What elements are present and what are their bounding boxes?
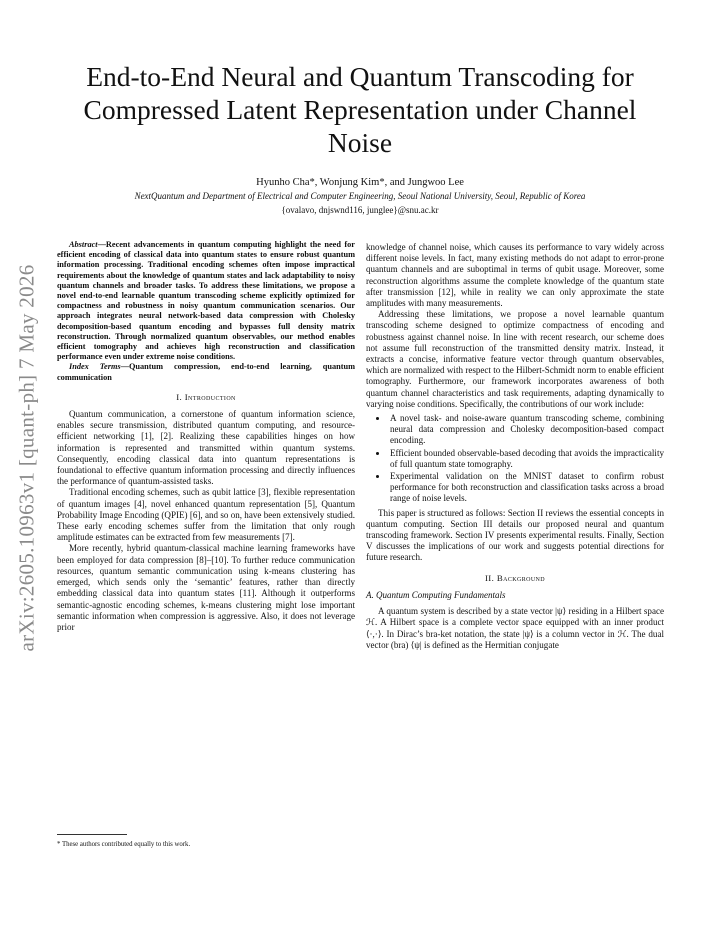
- subsection-heading: A. Quantum Computing Fundamentals: [366, 589, 506, 600]
- paragraph: Traditional encoding schemes, such as qubit lattice [3], flexible representation of quantum images [4], novel enhanced quantum representation [5], Quantum Probability Image Encoding (QPIE) [6], and so on, have been extensively studied. These early encoding schemes suffer from the limitation that only rough amplitude estimates can be extracted from few measurements [7].: [57, 487, 355, 543]
- list-item: • Experimental validation on the MNIST dataset to confirm robust performance for both reconstruction and classification tasks across a broad range of noise levels.: [388, 471, 664, 505]
- index-terms-lead: Index Terms: [69, 362, 121, 372]
- contribution-list: [366, 413, 664, 505]
- section-heading-introduction: I. Introduction: [176, 391, 236, 402]
- paragraph: This paper is structured as follows: Section II reviews the essential concepts in quantum computing. Section III details our proposed neural and quantum transcoding framework. Section IV presents experimental results. Finally, Section V discusses the implications of our work and suggests potential directions for future research.: [366, 507, 664, 563]
- index-terms: [57, 362, 355, 382]
- author-emails: {ovalavo, dnjswnd116, junglee}@snu.ac.kr: [281, 205, 439, 215]
- paragraph: More recently, hybrid quantum-classical machine learning frameworks have been employed for data compression [8]–[10]. To further reduce communication resources, quantum semantic communication using k-means clustering has emerged, which sends only the ‘semantic’ features, rather than directly embedding classical data into quantum states [11]. Although it outperforms semantic-agnostic encoding schemes, k-means clustering might lose important semantic information when compression is aggressive. Also, it does not leverage prior: [57, 543, 355, 632]
- index-terms-text: —Quantum compression, end-to-end learning, quantum communication: [57, 362, 356, 382]
- abstract: [57, 240, 355, 362]
- paragraph: A quantum system is described by a state vector |ψ⟩ residing in a Hilbert space ℋ. A Hilbert space is a complete vector space equipped with an inner product ⟨·,·⟩. In Dirac’s bra-ket notation, the state |ψ⟩ is a column vector in ℋ. The dual vector (bra) ⟨ψ| is defined as the Hermitian conjugate: [366, 606, 664, 650]
- paper-title: End-to-End Neural and Quantum Transcoding for Compressed Latent Representation under Channel Noise: [83, 61, 637, 158]
- paragraph: knowledge of channel noise, which causes its performance to vary widely across different noise levels. In fact, many existing methods do not adapt to error-prone quantum channels and are suboptimal in terms of qubit usage. Moreover, some reconstruction algorithms assume the complete knowledge of the quantum state after transmission [12], while in reality we can only approximate the state amplitudes with many measurements.: [366, 242, 664, 309]
- arxiv-identifier: arXiv:2605.10963v1 [quant-ph] 7 May 2026: [14, 264, 39, 652]
- abstract-lead: Abstract: [69, 240, 98, 249]
- footnote: * These authors contributed equally to this work.: [57, 841, 191, 848]
- footnote-rule: [57, 834, 127, 835]
- paragraph: Addressing these limitations, we propose a novel learnable quantum transcoding scheme designed to optimize compactness of encoding and robustness against channel noise. In line with recent research, our scheme does not assume full reconstruction of the transmitted density matrix. Instead, it extracts a concise, informative feature vector through quantum observables, which are normalized with respect to the Hilbert-Schmidt norm to enable efficient tomography. Furthermore, our framework incorporates awareness of both quantum channel characteristics and task requirements, adapting dynamically to varying noise conditions. Specifically, the contributions of our work include:: [366, 309, 664, 409]
- abstract-text: —Recent advancements in quantum computing highlight the need for efficient encoding of classical data into quantum states to ensure robust quantum information processing. Traditional encoding schemes often impose impractical requirements about the knowledge of quantum states and lack adaptability to noisy quantum channels and broader tasks. To address these limitations, we propose a novel end-to-end learnable quantum transcoding scheme explicitly optimized for compactness and robustness in noisy quantum communication scenarios. Our approach integrates neural network-based data compression with Cholesky decomposition-based quantum encoding and bypasses full density matrix reconstruction. Through normalized quantum observables, our method enables efficient tomography and achieves high reconstruction and classification performance even under extreme noise conditions.: [57, 240, 355, 362]
- arxiv-sidebar-stamp: [2, 248, 52, 668]
- author-list: Hyunho Cha*, Wonjung Kim*, and Jungwoo Lee: [256, 177, 464, 188]
- affiliation: NextQuantum and Department of Electrical and Computer Engineering, Seoul National University, Seoul, Republic of Korea: [134, 191, 586, 201]
- right-column: [366, 242, 664, 651]
- list-item: • Efficient bounded observable-based decoding that avoids the impracticality of full quantum state tomography.: [388, 448, 664, 470]
- list-item: • A novel task- and noise-aware quantum transcoding scheme, combining neural data compression and Cholesky decomposition-based compact encoding.: [388, 413, 664, 447]
- left-column: [57, 240, 355, 633]
- paragraph: Quantum communication, a cornerstone of quantum information science, enables secure transmission, distributed quantum computing, and resource-efficient networking [1], [2]. Realizing these capabilities hinges on how information is represented and transmitted within quantum systems. Consequently, encoding classical data into quantum representations is foundational to effective quantum information processing and directly influences the performance of quantum-assisted tasks.: [57, 409, 355, 487]
- section-heading-background: II. Background: [484, 572, 546, 583]
